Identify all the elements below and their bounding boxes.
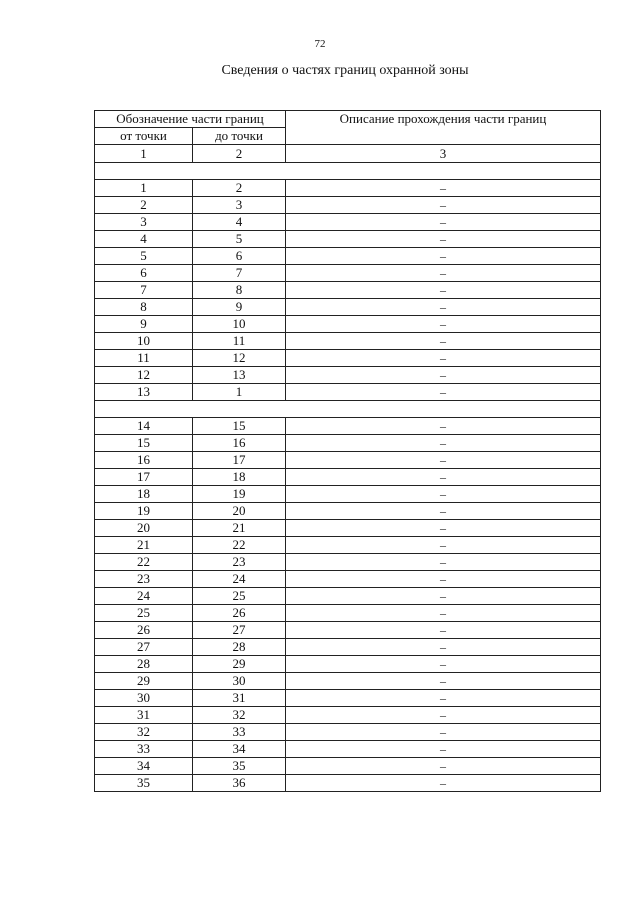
table-row: [95, 537, 601, 554]
table-row: [95, 673, 601, 690]
table-row: [95, 299, 601, 316]
from-point-cell: 4: [95, 231, 193, 248]
table-row: [95, 605, 601, 622]
to-point-cell: 23: [193, 554, 286, 571]
table-row: [95, 571, 601, 588]
description-cell: –: [286, 435, 601, 452]
table-row: [95, 282, 601, 299]
table-row: [95, 265, 601, 282]
from-point-cell: 5: [95, 248, 193, 265]
to-point-cell: 12: [193, 350, 286, 367]
description-cell: –: [286, 265, 601, 282]
table-body: [95, 163, 601, 792]
from-point-cell: 19: [95, 503, 193, 520]
to-point-cell: 4: [193, 214, 286, 231]
from-point-cell: 24: [95, 588, 193, 605]
description-cell: –: [286, 299, 601, 316]
header-boundary-description: Описание прохождения части границ: [286, 111, 601, 145]
from-point-cell: 3: [95, 214, 193, 231]
to-point-cell: 3: [193, 197, 286, 214]
from-point-cell: 13: [95, 384, 193, 401]
to-point-cell: 30: [193, 673, 286, 690]
to-point-cell: 5: [193, 231, 286, 248]
table-row: [95, 214, 601, 231]
from-point-cell: 29: [95, 673, 193, 690]
to-point-cell: 15: [193, 418, 286, 435]
description-cell: –: [286, 367, 601, 384]
to-point-cell: 9: [193, 299, 286, 316]
table-row: [95, 588, 601, 605]
description-cell: –: [286, 775, 601, 792]
description-cell: –: [286, 197, 601, 214]
description-cell: –: [286, 452, 601, 469]
table-row: [95, 707, 601, 724]
column-number: 1: [95, 145, 193, 163]
table-row: [95, 435, 601, 452]
description-cell: –: [286, 248, 601, 265]
from-point-cell: 12: [95, 367, 193, 384]
to-point-cell: 6: [193, 248, 286, 265]
description-cell: –: [286, 758, 601, 775]
header-to-point: до точки: [193, 128, 286, 145]
from-point-cell: 8: [95, 299, 193, 316]
description-cell: –: [286, 231, 601, 248]
document-title: Сведения о частях границ охранной зоны: [221, 63, 469, 78]
description-cell: –: [286, 639, 601, 656]
from-point-cell: 21: [95, 537, 193, 554]
table-row: [95, 775, 601, 792]
description-cell: –: [286, 316, 601, 333]
from-point-cell: 2: [95, 197, 193, 214]
description-cell: –: [286, 486, 601, 503]
to-point-cell: 10: [193, 316, 286, 333]
from-point-cell: 26: [95, 622, 193, 639]
description-cell: –: [286, 741, 601, 758]
to-point-cell: 21: [193, 520, 286, 537]
from-point-cell: 23: [95, 571, 193, 588]
table-row: [95, 758, 601, 775]
column-number: 2: [193, 145, 286, 163]
description-cell: –: [286, 588, 601, 605]
table-row: [95, 639, 601, 656]
description-cell: –: [286, 707, 601, 724]
from-point-cell: 17: [95, 469, 193, 486]
table-row: [95, 486, 601, 503]
to-point-cell: 26: [193, 605, 286, 622]
to-point-cell: 13: [193, 367, 286, 384]
section-separator-cell: [95, 401, 601, 418]
description-cell: –: [286, 384, 601, 401]
description-cell: –: [286, 571, 601, 588]
from-point-cell: 30: [95, 690, 193, 707]
table-row: [95, 724, 601, 741]
table-row: [95, 197, 601, 214]
table-row: [95, 503, 601, 520]
section-separator-row: [95, 401, 601, 418]
from-point-cell: 15: [95, 435, 193, 452]
boundary-parts-table: [94, 110, 601, 792]
table-header: [95, 111, 601, 163]
to-point-cell: 24: [193, 571, 286, 588]
description-cell: –: [286, 333, 601, 350]
table-row: [95, 741, 601, 758]
description-cell: –: [286, 282, 601, 299]
from-point-cell: 34: [95, 758, 193, 775]
column-number: 3: [286, 145, 601, 163]
table-row: [95, 316, 601, 333]
to-point-cell: 2: [193, 180, 286, 197]
to-point-cell: 22: [193, 537, 286, 554]
to-point-cell: 1: [193, 384, 286, 401]
from-point-cell: 35: [95, 775, 193, 792]
to-point-cell: 20: [193, 503, 286, 520]
to-point-cell: 8: [193, 282, 286, 299]
from-point-cell: 25: [95, 605, 193, 622]
from-point-cell: 31: [95, 707, 193, 724]
to-point-cell: 36: [193, 775, 286, 792]
from-point-cell: 28: [95, 656, 193, 673]
table-row: [95, 690, 601, 707]
description-cell: –: [286, 673, 601, 690]
header-from-point: от точки: [95, 128, 193, 145]
table-row: [95, 656, 601, 673]
description-cell: –: [286, 537, 601, 554]
column-numbering-row: [95, 145, 601, 163]
from-point-cell: 20: [95, 520, 193, 537]
table-row: [95, 248, 601, 265]
to-point-cell: 27: [193, 622, 286, 639]
description-cell: –: [286, 690, 601, 707]
table-row: [95, 333, 601, 350]
description-cell: –: [286, 554, 601, 571]
to-point-cell: 32: [193, 707, 286, 724]
to-point-cell: 31: [193, 690, 286, 707]
description-cell: –: [286, 469, 601, 486]
to-point-cell: 11: [193, 333, 286, 350]
description-cell: –: [286, 520, 601, 537]
section-separator-row: [95, 163, 601, 180]
to-point-cell: 29: [193, 656, 286, 673]
from-point-cell: 18: [95, 486, 193, 503]
to-point-cell: 17: [193, 452, 286, 469]
table-row: [95, 469, 601, 486]
from-point-cell: 22: [95, 554, 193, 571]
table-row: [95, 180, 601, 197]
to-point-cell: 25: [193, 588, 286, 605]
to-point-cell: 7: [193, 265, 286, 282]
from-point-cell: 16: [95, 452, 193, 469]
description-cell: –: [286, 724, 601, 741]
table-row: [95, 554, 601, 571]
from-point-cell: 11: [95, 350, 193, 367]
to-point-cell: 34: [193, 741, 286, 758]
table-row: [95, 384, 601, 401]
from-point-cell: 7: [95, 282, 193, 299]
to-point-cell: 16: [193, 435, 286, 452]
description-cell: –: [286, 350, 601, 367]
description-cell: –: [286, 605, 601, 622]
from-point-cell: 1: [95, 180, 193, 197]
from-point-cell: 9: [95, 316, 193, 333]
page-number: 72: [314, 38, 326, 50]
table-row: [95, 350, 601, 367]
from-point-cell: 33: [95, 741, 193, 758]
description-cell: –: [286, 656, 601, 673]
to-point-cell: 18: [193, 469, 286, 486]
to-point-cell: 33: [193, 724, 286, 741]
from-point-cell: 10: [95, 333, 193, 350]
from-point-cell: 14: [95, 418, 193, 435]
from-point-cell: 6: [95, 265, 193, 282]
description-cell: –: [286, 214, 601, 231]
description-cell: –: [286, 418, 601, 435]
table-row: [95, 452, 601, 469]
table-row: [95, 231, 601, 248]
from-point-cell: 32: [95, 724, 193, 741]
to-point-cell: 28: [193, 639, 286, 656]
section-separator-cell: [95, 163, 601, 180]
header-boundary-designation: Обозначение части границ: [95, 111, 286, 128]
table-row: [95, 418, 601, 435]
table-row: [95, 622, 601, 639]
from-point-cell: 27: [95, 639, 193, 656]
to-point-cell: 35: [193, 758, 286, 775]
description-cell: –: [286, 503, 601, 520]
to-point-cell: 19: [193, 486, 286, 503]
table-row: [95, 520, 601, 537]
table-row: [95, 367, 601, 384]
description-cell: –: [286, 180, 601, 197]
description-cell: –: [286, 622, 601, 639]
